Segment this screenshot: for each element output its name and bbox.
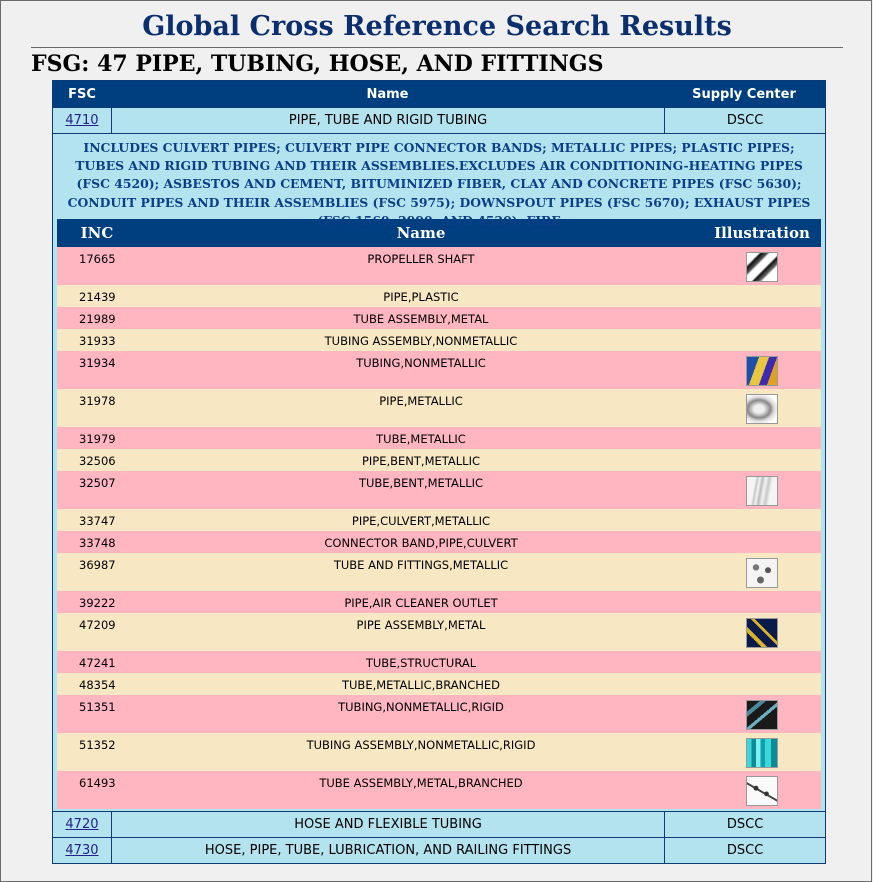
inc-row [57, 329, 821, 351]
inc-row [57, 449, 821, 471]
fsc-cell [53, 812, 112, 837]
inc-code: 17665 [79, 252, 116, 266]
inc-code: 39222 [79, 596, 116, 610]
metallic-pipe-image[interactable] [746, 394, 778, 424]
inc-code: 47209 [79, 618, 116, 632]
inc-row [57, 613, 821, 651]
supply-center-cell: DSCC [726, 843, 764, 858]
inc-name: PIPE,BENT,METALLIC [361, 454, 481, 468]
inc-code: 33748 [79, 536, 116, 550]
inc-code: 51352 [79, 738, 116, 752]
inc-name: CONNECTOR BAND,PIPE,CULVERT [324, 536, 518, 550]
inc-table-header [57, 219, 821, 247]
inc-name: TUBE,STRUCTURAL [365, 656, 477, 670]
pipe-assembly-image[interactable] [746, 618, 778, 648]
illustration-column-header: Illustration [714, 224, 810, 242]
inc-name: TUBE,METALLIC [376, 432, 466, 446]
supply-center-column-header: Supply Center [692, 86, 796, 102]
branched-tube-assembly-image[interactable] [746, 776, 778, 806]
fsc-cell [53, 838, 112, 863]
inc-row [57, 673, 821, 695]
title-divider [31, 47, 843, 48]
inc-name: TUBE AND FITTINGS,METALLIC [333, 558, 509, 572]
inc-code: 51351 [79, 700, 116, 714]
inc-name: TUBE,METALLIC,BRANCHED [341, 678, 500, 692]
inc-code: 36987 [79, 558, 116, 572]
inc-code: 21439 [79, 290, 116, 304]
fsc-link-4720[interactable]: 4720 [65, 817, 99, 832]
inc-name: PIPE,AIR CLEANER OUTLET [344, 596, 498, 610]
rigid-tubing-assembly-image[interactable] [746, 738, 778, 768]
supply-center-cell: DSCC [726, 113, 764, 128]
inc-row [57, 695, 821, 733]
inc-name: PIPE,CULVERT,METALLIC [351, 514, 491, 528]
fsc-cell [53, 108, 112, 133]
inc-code: 31933 [79, 334, 116, 348]
fittings-image[interactable] [746, 558, 778, 588]
inc-row [57, 351, 821, 389]
inc-row [57, 427, 821, 449]
inc-code: 61493 [79, 776, 116, 790]
inc-code: 47241 [79, 656, 116, 670]
fsc-table [52, 80, 826, 864]
inc-row [57, 307, 821, 329]
name-column-header: Name [366, 86, 409, 102]
inc-row [57, 509, 821, 531]
inc-code: 32506 [79, 454, 116, 468]
inc-name: TUBING,NONMETALLIC,RIGID [338, 700, 504, 714]
fsc-row [53, 837, 825, 863]
inc-row [57, 285, 821, 307]
rigid-tubing-image[interactable] [746, 700, 778, 730]
inc-name: TUBING ASSEMBLY,NONMETALLIC,RIGID [306, 738, 536, 752]
inc-name: PIPE ASSEMBLY,METAL [356, 618, 486, 632]
fsg-heading: FSG: 47 PIPE, TUBING, HOSE, AND FITTINGS [31, 51, 604, 77]
inc-name: TUBE ASSEMBLY,METAL [353, 312, 489, 326]
fsc-description: INCLUDES CULVERT PIPES; CULVERT PIPE CONNECTOR BANDS; METALLIC PIPES; PLASTIC PIPES; TUBES AND RIGID TUBING AND THEIR ASSEMBLIES.EXCLUDES AIR CONDITIONING-HEATING PIPES (FSC 4520); ASBESTOS AND CEMENT, BITUMINIZED FIBER, CLAY AND CONCRETE PIPES (FSC 5630); CONDUIT PIPES AND THEIR ASSEMBLIES (FSC 5975); DOWNSPOUT PIPES (FSC 5670); EXHAUST PIPES (FSC 1560, 2990, AND 4520); FIRE [53, 133, 825, 219]
inc-code: 31979 [79, 432, 116, 446]
inc-row [57, 651, 821, 673]
inc-code: 31978 [79, 394, 116, 408]
fsc-name-cell: PIPE, TUBE AND RIGID TUBING [112, 108, 665, 133]
inc-name: TUBE,BENT,METALLIC [358, 476, 484, 490]
inc-table [57, 219, 821, 809]
fsc-column-header: FSC [68, 86, 96, 102]
inc-row [57, 471, 821, 509]
inc-row [57, 531, 821, 553]
nonmetallic-tubing-image[interactable] [746, 356, 778, 386]
inc-code: 32507 [79, 476, 116, 490]
inc-name: PIPE,PLASTIC [383, 290, 459, 304]
fsc-name-cell: HOSE, PIPE, TUBE, LUBRICATION, AND RAILING FITTINGS [112, 838, 665, 863]
inc-row [57, 389, 821, 427]
inc-row [57, 733, 821, 771]
fsc-row [53, 107, 825, 133]
inc-code: 21989 [79, 312, 116, 326]
propeller-shaft-image[interactable] [746, 252, 778, 282]
inc-name: PIPE,METALLIC [379, 394, 463, 408]
page-title: Global Cross Reference Search Results [142, 11, 732, 42]
inc-row [57, 591, 821, 613]
supply-center-cell: DSCC [726, 817, 764, 832]
fsc-table-header [53, 81, 825, 107]
inc-name-column-header: Name [396, 224, 446, 242]
inc-row [57, 771, 821, 809]
fsc-name-cell: HOSE AND FLEXIBLE TUBING [112, 812, 665, 837]
inc-name: TUBE ASSEMBLY,METAL,BRANCHED [319, 776, 523, 790]
fsc-link-4710[interactable]: 4710 [65, 113, 99, 128]
inc-row [57, 553, 821, 591]
bent-tube-image[interactable] [746, 476, 778, 506]
fsc-link-4730[interactable]: 4730 [65, 843, 99, 858]
inc-name: TUBING,NONMETALLIC [356, 356, 486, 370]
inc-code: 48354 [79, 678, 116, 692]
inc-code: 33747 [79, 514, 116, 528]
fsc-row [53, 811, 825, 837]
inc-name: PROPELLER SHAFT [367, 252, 475, 266]
inc-row [57, 247, 821, 285]
inc-column-header: INC [80, 224, 114, 242]
inc-name: TUBING ASSEMBLY,NONMETALLIC [324, 334, 518, 348]
inc-code: 31934 [79, 356, 116, 370]
